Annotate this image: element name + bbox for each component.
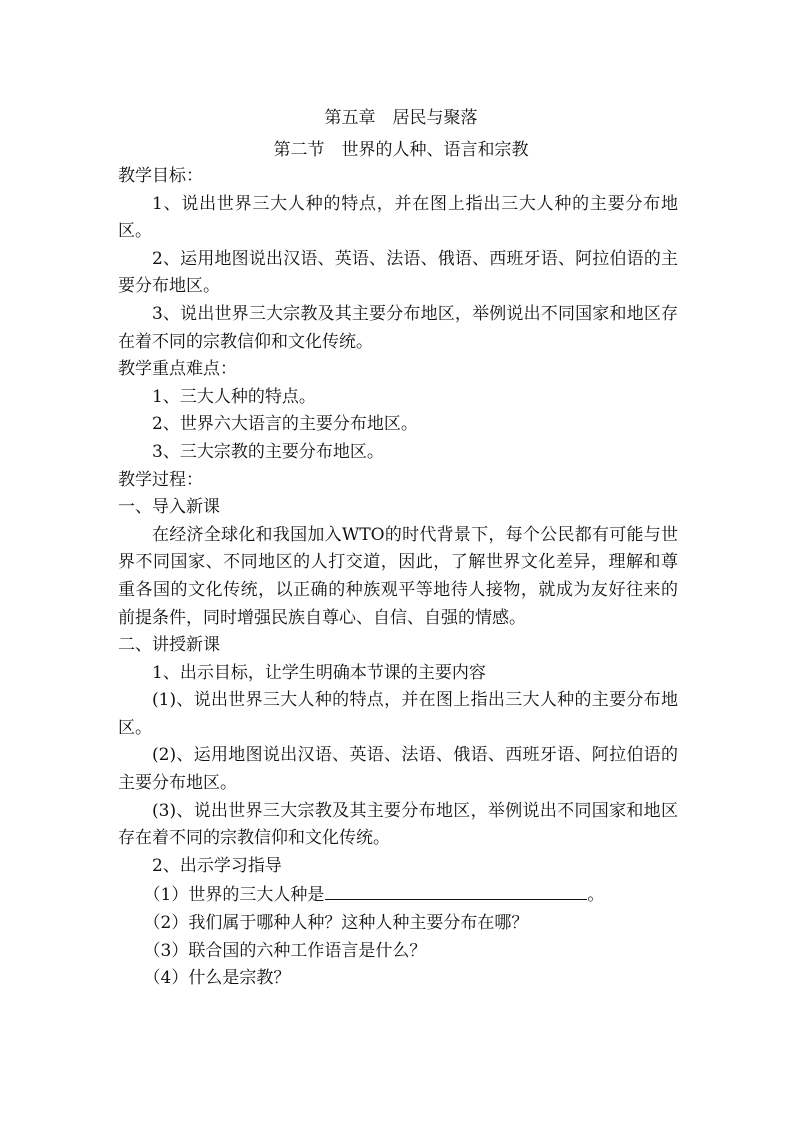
section-title: 第二节 世界的人种、语言和宗教 — [273, 140, 529, 160]
part1-heading: 一、导入新课 — [118, 497, 220, 518]
objective-item: 2、运用地图说出汉语、英语、法语、俄语、西班牙语、阿拉伯语的主要分布地区。 — [118, 248, 678, 297]
lesson-plan-body — [118, 104, 678, 993]
objectives-heading: 教学目标： — [118, 166, 203, 186]
key-point-item: 2、世界六大语言的主要分布地区。 — [152, 414, 418, 435]
introduction-paragraph: 在经济全球化和我国加入WTO的时代背景下，每个公民都有可能与世界不同国家、不同地区的人打交道，因此，了解世界文化差异，理解和尊重各国的文化传统，以正确的种族观平等地待人接物，就成为友好往来的前提条件，同时增强民族自尊心、自信、自强的情感。 — [118, 524, 678, 628]
question-2: （2）我们属于哪种人种？这种人种主要分布在哪？ — [143, 913, 529, 934]
key-point-item: 1、三大人种的特点。 — [152, 386, 316, 407]
step2-text: 2、出示学习指导 — [152, 855, 282, 876]
step1-text: 1、出示目标，让学生明确本节课的主要内容 — [152, 662, 486, 683]
question-1-prefix: （1）世界的三大人种是 — [143, 885, 325, 906]
chapter-title: 第五章 居民与聚落 — [324, 108, 478, 128]
question-1 — [118, 880, 678, 910]
target-item: (3)、说出世界三大宗教及其主要分布地区，举例说出不同国家和地区存在着不同的宗教信仰和文化传统。 — [118, 800, 678, 849]
question-1-suffix: 。 — [587, 885, 605, 906]
answer-blank-line[interactable] — [325, 880, 587, 900]
target-item: (1)、说出世界三大人种的特点，并在图上指出三大人种的主要分布地区。 — [118, 690, 678, 738]
objective-item: 1、说出世界三大人种的特点，并在图上指出三大人种的主要分布地区。 — [118, 193, 678, 242]
key-point-item: 3、三大宗教的主要分布地区。 — [152, 441, 384, 462]
part2-heading: 二、讲授新课 — [118, 635, 220, 656]
objective-item: 3、说出世界三大宗教及其主要分布地区，举例说出不同国家和地区存在着不同的宗教信仰和文化传统。 — [118, 303, 678, 352]
target-item: (2)、运用地图说出汉语、英语、法语、俄语、西班牙语、阿拉伯语的主要分布地区。 — [118, 745, 678, 794]
key-points-heading: 教学重点难点： — [118, 359, 237, 380]
process-heading: 教学过程： — [118, 469, 203, 490]
question-4: （4）什么是宗教？ — [143, 968, 291, 989]
question-3: （3）联合国的六种工作语言是什么？ — [143, 940, 427, 961]
